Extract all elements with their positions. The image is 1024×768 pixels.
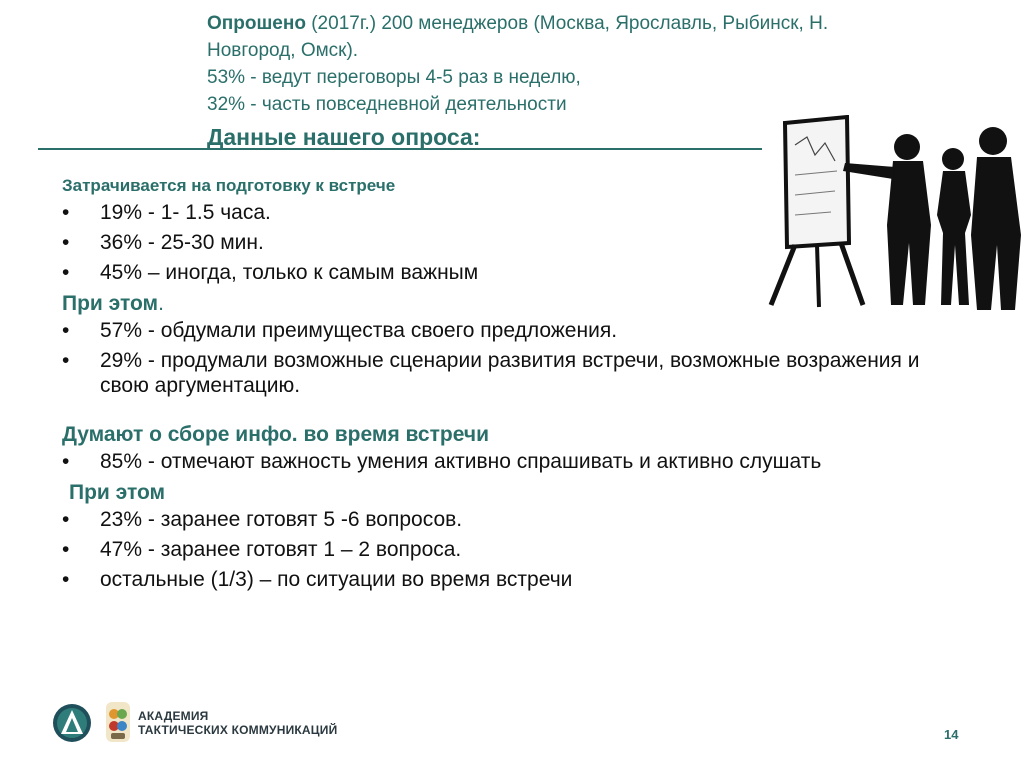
section-meanwhile-heading-text: При этом: [62, 292, 159, 315]
bullet: •: [62, 508, 70, 531]
header-line-1-rest: (2017г.) 200 менеджеров (Москва, Ярославль, Рыбинск, Н.: [305, 13, 829, 34]
list-item-text: 45% – иногда, только к самым важным: [100, 261, 479, 284]
academy-logo-icon: [52, 703, 92, 743]
list-item: [62, 567, 962, 592]
questions-list: [62, 507, 962, 592]
list-item: [62, 200, 962, 225]
list-item-text: остальные (1/3) – по ситуации во время встречи: [100, 568, 573, 591]
list-item-text: 47% - заранее готовят 1 – 2 вопроса.: [100, 538, 462, 561]
list-item: [62, 507, 962, 532]
bullet: •: [62, 261, 70, 284]
bullet: •: [62, 201, 70, 224]
list-item-text: 85% - отмечают важность умения активно спрашивать и активно слушать: [100, 450, 822, 473]
page-number: 14: [944, 727, 959, 742]
list-item: [62, 318, 962, 343]
header-line-2: Новгород, Омск).: [207, 40, 359, 61]
bullet: •: [62, 319, 70, 342]
brand-line-1: АКАДЕМИЯ: [138, 709, 209, 723]
bullet: •: [62, 231, 70, 254]
preparation-list: [62, 200, 962, 285]
list-item-text: 36% - 25-30 мин.: [100, 231, 264, 254]
header-line-4: 32% - часть повседневной деятельности: [207, 94, 567, 115]
list-item-text: 57% - обдумали преимущества своего предложения.: [100, 319, 618, 342]
section-info-gathering-heading: Думают о сборе инфо. во время встречи: [62, 423, 489, 446]
bullet: •: [62, 568, 70, 591]
section-preparation-heading: Затрачивается на подготовку к встрече: [62, 176, 396, 195]
list-item: [62, 260, 962, 285]
spacer: [62, 403, 962, 421]
section-meanwhile-heading-dot: .: [158, 292, 164, 315]
list-item: [62, 537, 962, 562]
list-item-text: 23% - заранее готовят 5 -6 вопросов.: [100, 508, 463, 531]
list-item: [62, 230, 962, 255]
survey-results: [62, 176, 962, 597]
section-meanwhile-2-heading: При этом: [69, 481, 166, 504]
brand-name: [138, 709, 337, 737]
page-subtitle: Данные нашего опроса:: [207, 124, 481, 150]
list-item: [62, 449, 962, 474]
list-item-text: 19% - 1- 1.5 часа.: [100, 201, 271, 224]
header-bold-lead: Опрошено: [207, 13, 306, 34]
brand-line-2: ТАКТИЧЕСКИХ КОММУНИКАЦИЙ: [138, 723, 338, 737]
list-item-text: 29% - продумали возможные сценарии развития встречи, возможные возражения и свою аргументацию.: [100, 349, 920, 397]
survey-header: [207, 10, 987, 118]
bullet: •: [62, 538, 70, 561]
title-underline: [38, 148, 762, 150]
heads-emblem-icon: [104, 700, 132, 744]
list-item: [62, 348, 962, 398]
bullet: •: [62, 450, 70, 473]
bullet: •: [62, 349, 70, 372]
section-meanwhile-heading: [62, 290, 962, 318]
info-gathering-list: [62, 449, 962, 474]
header-line-3: 53% - ведут переговоры 4-5 раз в неделю,: [207, 67, 581, 88]
meanwhile-list: [62, 318, 962, 398]
header-line-1: [207, 10, 987, 37]
